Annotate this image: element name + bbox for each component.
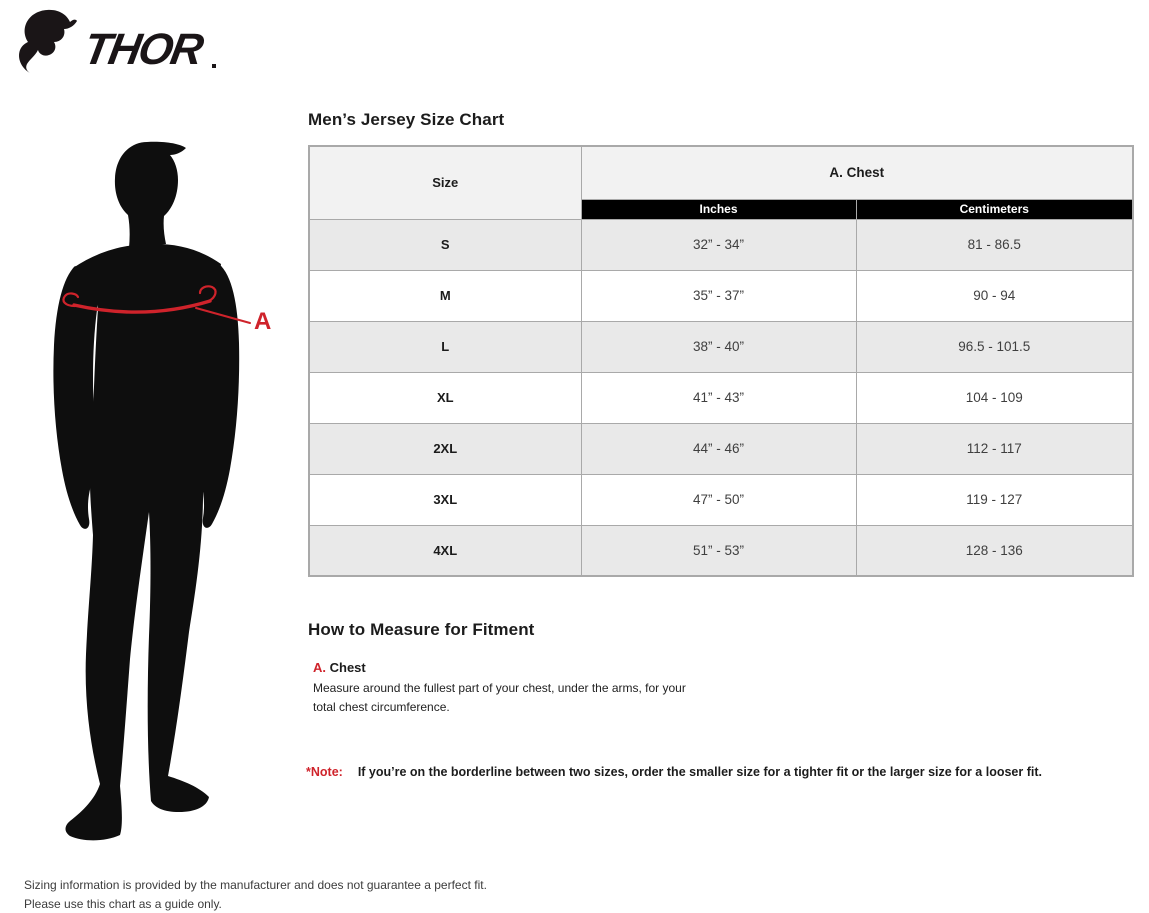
inches-cell: 38” - 40” bbox=[581, 321, 856, 372]
size-cell: 2XL bbox=[309, 423, 581, 474]
measure-item-chest bbox=[313, 660, 1008, 716]
column-header-inches: Inches bbox=[581, 199, 856, 219]
chest-label-a: A bbox=[254, 308, 272, 335]
size-cell: M bbox=[309, 270, 581, 321]
column-header-centimeters: Centimeters bbox=[856, 199, 1133, 219]
inches-cell: 51” - 53” bbox=[581, 525, 856, 576]
size-cell: S bbox=[309, 219, 581, 270]
footer-line-1: Sizing information is provided by the manufacturer and does not guarantee a perfect fit. bbox=[24, 878, 487, 892]
footer-line-2: Please use this chart as a guide only. bbox=[24, 896, 222, 911]
thor-wordmark: THOR bbox=[80, 25, 206, 74]
footer-disclaimer bbox=[24, 876, 487, 913]
cm-cell: 128 - 136 bbox=[856, 525, 1133, 576]
measure-tape-right-curl-icon bbox=[200, 286, 216, 301]
measure-tape-arc-icon bbox=[74, 301, 210, 312]
inches-cell: 44” - 46” bbox=[581, 423, 856, 474]
measure-item-description: Measure around the fullest part of your chest, under the arms, for your total chest circumference. bbox=[313, 681, 686, 714]
logo-trademark-dot bbox=[212, 64, 216, 68]
inches-cell: 47” - 50” bbox=[581, 474, 856, 525]
inches-cell: 41” - 43” bbox=[581, 372, 856, 423]
measure-item-letter: A. bbox=[313, 660, 326, 675]
size-cell: L bbox=[309, 321, 581, 372]
table-row bbox=[309, 423, 1133, 474]
table-row bbox=[309, 219, 1133, 270]
measure-item-heading bbox=[313, 660, 1008, 675]
size-cell: 4XL bbox=[309, 525, 581, 576]
table-row bbox=[309, 372, 1133, 423]
inches-cell: 32” - 34” bbox=[581, 219, 856, 270]
thor-logo bbox=[16, 6, 226, 76]
table-header-row bbox=[309, 146, 1133, 199]
how-to-measure-section bbox=[308, 620, 1008, 716]
silhouette-head bbox=[115, 142, 186, 248]
label-pointer-line bbox=[196, 308, 250, 323]
goat-head-icon bbox=[19, 10, 77, 73]
table-row bbox=[309, 321, 1133, 372]
page-title: Men’s Jersey Size Chart bbox=[308, 110, 505, 129]
size-chart-section bbox=[308, 110, 1134, 577]
section-title: How to Measure for Fitment bbox=[308, 620, 535, 639]
size-cell: XL bbox=[309, 372, 581, 423]
chest-measure-annotation bbox=[50, 275, 290, 345]
table-row bbox=[309, 270, 1133, 321]
column-header-chest: A. Chest bbox=[581, 146, 1133, 199]
body-silhouette bbox=[35, 140, 240, 845]
column-header-size: Size bbox=[309, 146, 581, 219]
man-silhouette-graphic bbox=[35, 140, 240, 845]
size-chart-table bbox=[308, 145, 1134, 577]
sizing-note bbox=[306, 765, 1042, 779]
table-row bbox=[309, 474, 1133, 525]
cm-cell: 90 - 94 bbox=[856, 270, 1133, 321]
cm-cell: 96.5 - 101.5 bbox=[856, 321, 1133, 372]
note-text: If you’re on the borderline between two sizes, order the smaller size for a tighter fit or the larger size for a looser fit. bbox=[357, 765, 1042, 779]
cm-cell: 104 - 109 bbox=[856, 372, 1133, 423]
thor-logo-graphic bbox=[16, 6, 226, 76]
cm-cell: 81 - 86.5 bbox=[856, 219, 1133, 270]
cm-cell: 112 - 117 bbox=[856, 423, 1133, 474]
chest-measure-graphic bbox=[50, 275, 290, 345]
inches-cell: 35” - 37” bbox=[581, 270, 856, 321]
table-row bbox=[309, 525, 1133, 576]
cm-cell: 119 - 127 bbox=[856, 474, 1133, 525]
size-cell: 3XL bbox=[309, 474, 581, 525]
measure-item-name: Chest bbox=[329, 660, 366, 675]
note-label: *Note: bbox=[306, 765, 343, 779]
